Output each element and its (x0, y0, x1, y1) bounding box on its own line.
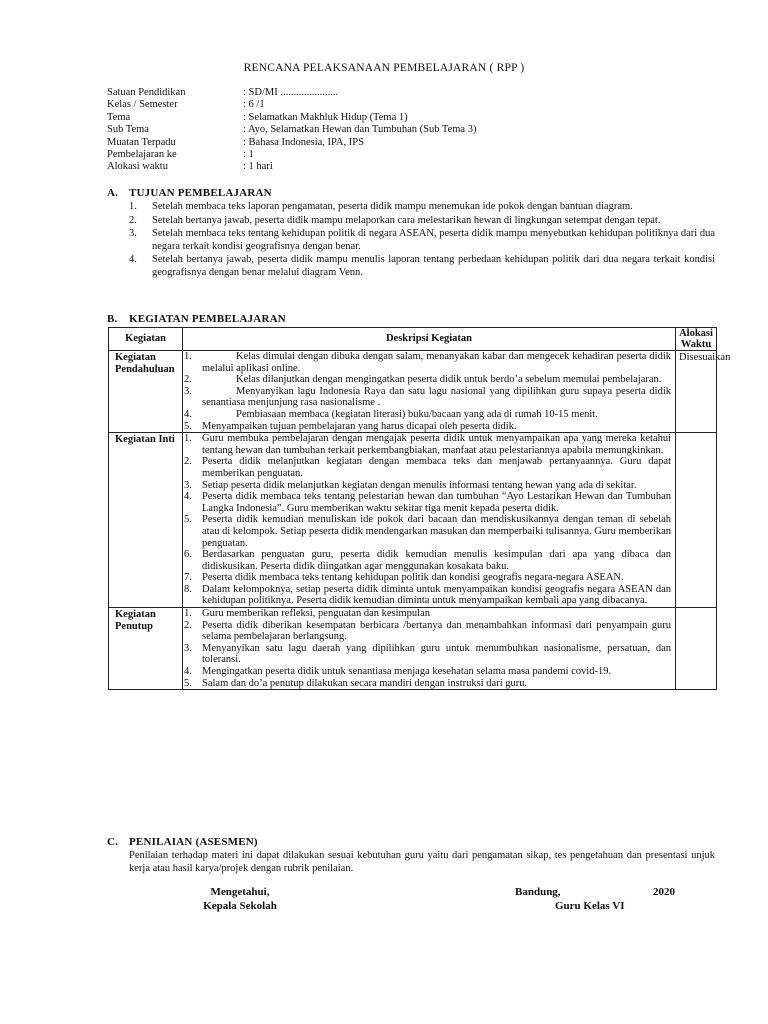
step-number: 4. (184, 408, 192, 420)
step-text: Mengingatkan peserta didik untuk senantiasa menjaga kesehatan selama masa pandemi covid-19. (202, 666, 612, 678)
step-item (183, 480, 671, 492)
step-text: Peserta didik kemudian menuliskan ide pokok dari bacaan dan mendiskusikannya dengan teman di sebelah atau di kelompok. Setiap peserta didik mendengarkan masukan dan memperbaiki tulisannya. Guru memberikan penguatan. (202, 514, 671, 549)
identity-value: : 1 (243, 148, 254, 160)
step-number: 5. (184, 677, 192, 689)
step-text: Berdasarkan penguatan guru, peserta didik kemudian menulis kesimpulan dari apa yang dibaca dan didiskusikan. Peserta didik diingatkan agar menggunakan kosakata baku. (202, 549, 671, 572)
step-number: 2. (184, 374, 192, 386)
activity-steps (183, 351, 676, 433)
step-number: 1. (184, 433, 192, 445)
table-row (109, 433, 717, 608)
item-text: Setelah membaca teks laporan pengamatan, peserta didik mampu menemukan ide pokok dengan bantuan diagram. (152, 201, 633, 212)
identity-row (107, 137, 667, 149)
step-text: Guru memberikan refleksi, penguatan dan kesimpulan (202, 608, 431, 620)
identity-row (107, 112, 667, 124)
table-row (109, 608, 717, 690)
step-item (183, 514, 671, 549)
signature-year: 2020 (653, 886, 675, 898)
step-text (202, 409, 671, 421)
step-number: 6. (184, 549, 192, 561)
signature-left-line1: Mengetahui, (210, 886, 270, 898)
step-number: 4. (184, 666, 192, 678)
identity-label: Pembelajaran ke (107, 148, 177, 160)
header-deskripsi: Deskripsi Kegiatan (183, 328, 676, 351)
step-text: Guru membuka pembelajaran dengan mengajak peserta didik untuk menyampaikan apa yang mereka ketahui tentang hewan dan tumbuhan terkait perkembangbiakan, manfaat atau pelestariannya apabila memungkinkan. (202, 433, 671, 456)
identity-label: Alokasi waktu (107, 161, 168, 173)
step-text-content: Kelas dimulai dengan dibuka dengan salam, menanyakan kabar dan mengecek kehadiran peserta didik melalui aplikasi online. (202, 351, 671, 374)
step-text: Menyampaikan tujuan pembelajaran yang harus dicapai oleh peserta didik. (202, 420, 517, 432)
list-item (129, 201, 715, 214)
signature-left (180, 885, 300, 913)
step-text (202, 386, 671, 409)
step-text-content: Kelas dilanjutkan dengan mengingatkan peserta didik untuk berdo’a sebelum memulai pembelajaran. (236, 374, 662, 386)
step-text-content: Menyanyikan lagu Indonesia Raya dan satu lagu nasional yang dipilihkan guru supaya peserta didik senantiasa menjunjung rasa nasionalisme . (202, 385, 671, 409)
activity-alokasi: Disesuaikan (676, 351, 717, 433)
activity-alokasi (676, 433, 717, 608)
signature-left-line2: Kepala Sekolah (203, 900, 277, 912)
activities-table (108, 327, 731, 690)
identity-block (107, 87, 667, 174)
step-item (183, 409, 671, 421)
step-item (183, 572, 671, 584)
step-number: 1. (184, 351, 192, 362)
section-heading-a (107, 187, 272, 200)
identity-row (107, 161, 667, 173)
step-number: 3. (184, 479, 192, 491)
learning-goals-list (129, 201, 715, 280)
step-text: Setiap peserta didik melanjutkan kegiatan dengan menulis informasi tentang hewan yang ada di sekitar. (202, 479, 637, 491)
step-item (183, 351, 671, 374)
list-item (129, 254, 715, 279)
activity-alokasi (676, 608, 717, 690)
section-title: PENILAIAN (ASESMEN) (129, 836, 258, 848)
identity-value: : Bahasa Indonesia, IPA, IPS (243, 136, 364, 148)
header-kegiatan: Kegiatan (109, 328, 183, 351)
item-number: 1. (129, 201, 137, 212)
step-number: 2. (184, 456, 192, 468)
activity-name: Kegiatan Inti (109, 433, 183, 608)
step-item (183, 666, 671, 678)
activity-name: Kegiatan Penutup (109, 608, 183, 690)
signature-right-line2: Guru Kelas VI (555, 900, 625, 912)
step-text: Salam dan do’a penutup dilakukan secara mandiri dengan instruksi dari guru. (202, 677, 528, 689)
step-item (183, 643, 671, 666)
identity-value: : SD/MI ...................... (243, 87, 339, 98)
activity-steps (183, 433, 676, 608)
item-text: Setelah membaca teks tentang kehidupan politik di negara ASEAN, peserta didik mampu menyebutkan kehidupan politiknya dari dua negara terkait kondisi geografisnya dengan benar. (152, 228, 715, 252)
step-item (183, 386, 671, 409)
table-header-row (109, 328, 717, 351)
document-title: RENCANA PELAKSANAAN PEMBELAJARAN ( RPP ) (243, 62, 525, 74)
identity-label: Tema (107, 111, 131, 123)
identity-row (107, 87, 667, 99)
step-text: Peserta didik membaca teks tentang kehidupan politik dan kondisi geografis negara-negara ASEAN. (202, 572, 624, 584)
identity-value: : Ayo, Selamatkan Hewan dan Tumbuhan (Sub Tema 3) (243, 124, 477, 136)
step-item (183, 456, 671, 479)
item-text: Setelah bertanya jawab, peserta didik mampu menulis laporan tentang perbedaan kehidupan politik dari dua negara terkait kondisi geografisnya dengan benar melalui diagram Venn. (152, 254, 715, 278)
step-number: 2. (184, 619, 192, 631)
step-number: 7. (184, 572, 192, 584)
section-letter: B. (107, 313, 118, 325)
activity-steps (183, 608, 676, 690)
step-text-content: Pembiasaan membaca (kegiatan literasi) buku/bacaan yang ada di rumah 10-15 menit. (236, 408, 598, 420)
signature-right-line1 (515, 885, 675, 899)
step-text: Menyanyikan satu lagu daerah yang dipilihkan guru untuk menumbuhkan nasionalisme, persatuan, dan toleransi. (202, 642, 671, 666)
activity-name: Kegiatan Pendahuluan (109, 351, 183, 433)
list-item (129, 215, 715, 228)
step-text: Dalam kelompoknya, setiap peserta didik diminta untuk menyampaikan kondisi geografis negara ASEAN dan kehidupan politiknya. Peserta didik kemudian diminta untuk menyampaikan kembali apa yang dibacanya. (202, 583, 671, 607)
step-text (202, 374, 671, 386)
step-item (183, 549, 671, 572)
identity-row (107, 149, 667, 161)
identity-value: : 6 /1 (243, 99, 265, 111)
identity-row (107, 124, 667, 136)
assessment-text: Penilaian terhadap materi ini dapat dilakukan sesuai kebutuhan guru yaitu dari pengamatan sikap, tes pengetahuan dan presentasi unjuk kerja atau hasil karya/projek dengan rubrik penilaian. (129, 850, 715, 874)
step-item (183, 421, 671, 433)
step-item (183, 374, 671, 386)
step-item (183, 491, 671, 514)
identity-label: Satuan Pendidikan (107, 87, 186, 98)
section-letter: A. (107, 187, 119, 199)
step-text: Peserta didik diberikan kesempatan berbicara /bertanya dan menambahkan informasi dari penyampain guru selama pembelajaran berlangsung. (202, 619, 671, 643)
item-number: 4. (129, 254, 137, 265)
item-text: Setelah bertanya jawab, peserta didik mampu melaporkan cara melestarikan hewan di lingkungan setempat dengan tepat. (152, 214, 661, 226)
step-item (183, 433, 671, 456)
section-title: TUJUAN PEMBELAJARAN (129, 187, 272, 199)
step-number: 5. (184, 420, 192, 432)
identity-row (107, 99, 667, 111)
step-number: 5. (184, 514, 192, 526)
item-number: 2. (129, 214, 137, 226)
step-number: 8. (184, 583, 192, 595)
step-text: Peserta didik melanjutkan kegiatan dengan membaca teks dan menjawab pertanyaannya. Guru dapat memberikan penguatan. (202, 456, 671, 479)
section-letter: C. (107, 836, 119, 848)
identity-label: Muatan Terpadu (107, 136, 176, 148)
table-row (109, 351, 717, 433)
section-title: KEGIATAN PEMBELAJARAN (129, 313, 286, 325)
step-number: 4. (184, 491, 192, 503)
item-number: 3. (129, 228, 137, 239)
identity-label: Kelas / Semester (107, 99, 178, 111)
step-item (183, 678, 671, 690)
list-item (129, 228, 715, 253)
step-item (183, 608, 671, 620)
identity-label: Sub Tema (107, 124, 149, 136)
signature-city: Bandung, (515, 886, 561, 898)
step-number: 3. (184, 385, 192, 397)
signature-right (515, 885, 675, 913)
step-number: 3. (184, 642, 192, 654)
step-text (202, 351, 671, 374)
step-text: Peserta didik membaca teks tentang pelestarian hewan dan tumbuhan “Ayo Lestarikan Hewan dan Tumbuhan Langka Indonesia”. Guru memberikan waktu sekitar tiga menit kepada peserta didik. (202, 491, 671, 514)
identity-value: : 1 hari (243, 161, 273, 173)
section-heading-c (107, 836, 258, 849)
identity-value: : Selamatkan Makhluk Hidup (Tema 1) (243, 111, 408, 123)
step-item (183, 620, 671, 643)
step-item (183, 584, 671, 607)
section-heading-b (107, 313, 286, 326)
step-number: 1. (184, 608, 192, 620)
header-alokasi: Alokasi Waktu (676, 328, 717, 351)
